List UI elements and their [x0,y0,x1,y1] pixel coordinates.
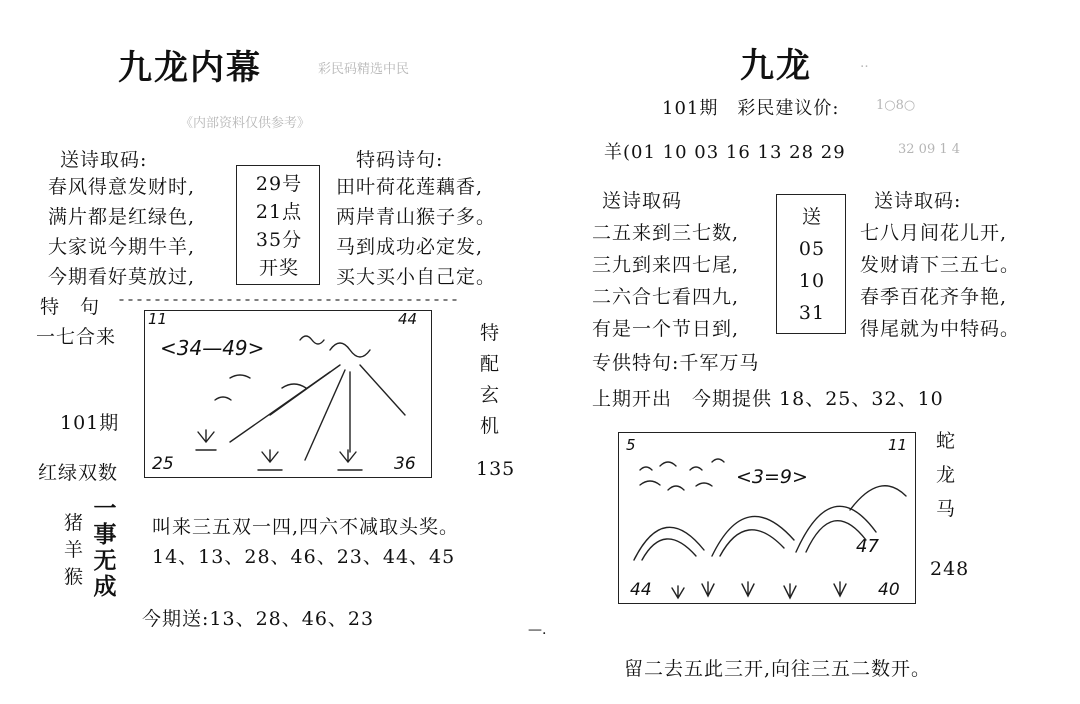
vert-char: 配 [479,353,500,375]
draw-label: 开奖 [258,257,299,279]
right-poem-heading-right: 送诗取码: [874,190,962,212]
yi-shi-wu-cheng [90,496,120,600]
pic-left-top-right: 44 [398,310,418,328]
right-last-and-today: 上期开出 今期提供 18、25、32、10 [592,388,944,410]
left-poem-line-2: 满片都是红绿色, [48,206,196,228]
special-line-4: 买大买小自己定。 [336,266,497,288]
pic-left-bottom-right: 36 [394,454,416,474]
pic-left-top-left: 11 [148,310,168,328]
vert-char: 特 [479,322,500,344]
vert-char: 马 [935,498,956,520]
right-poem-right-4: 得尾就为中特码。 [860,318,1021,340]
draw-day: 29号 [255,173,303,195]
vert-char: 玄 [479,384,500,406]
left-vertical-hint [472,318,508,442]
right-poem-heading-left: 送诗取码 [602,190,683,212]
left-title-faint: 彩民码精选中民 [318,62,410,77]
special-heading: 特码诗句: [356,149,444,171]
pic-right-top-left: 5 [626,436,636,454]
special-line-1: 田叶荷花莲藕香, [336,176,484,198]
pic-left-hint-range: <34—49> [160,336,265,360]
right-title: 九龙 [740,46,812,86]
right-poem-right-1: 七八月间花儿开, [860,222,1008,244]
right-yang-line: 羊(01 10 03 16 13 28 29 [604,142,846,163]
send-number: 10 [798,270,826,292]
left-poem-line-1: 春风得意发财时, [48,176,196,198]
shi-char: 事 [93,521,117,548]
right-poem-left-4: 有是一个节日到, [592,318,740,340]
animal-char: 猪 [63,512,84,534]
animal-char: 羊 [63,539,84,561]
send-number-box [776,194,846,334]
left-title: 九龙内幕 [118,48,262,88]
left-vertical-number: 135 [476,458,516,480]
draw-hour: 21点 [255,201,303,223]
send-number: 31 [798,302,826,324]
left-subtitle-faint: 《内部资料仅供参考》 [180,116,311,131]
right-hint-picture [618,432,916,604]
vert-char: 蛇 [935,430,956,452]
divider-dash: —. [528,622,547,638]
shi-char: 成 [93,573,117,600]
draw-time-box [236,165,320,285]
left-numbers: 14、13、28、46、23、44、45 [152,546,456,568]
left-poem-line-4: 今期看好莫放过, [48,266,196,288]
right-title-faint: ‥ [860,56,869,71]
pic-right-top-right: 11 [888,436,908,454]
shi-char: 一 [93,495,117,522]
left-period: 101期 [60,412,120,434]
left-slogan: 叫来三五双一四,四六不减取头奖。 [152,516,460,538]
special-sentence-label: 特 句 [40,296,101,318]
left-poem-heading: 送诗取码: [60,149,148,171]
red-green-label: 红绿双数 [38,462,119,484]
right-vertical-hint [928,424,964,526]
send-label: 送 [801,206,822,228]
right-special-sentence: 专供特句:千军万马 [592,352,760,374]
special-line-2: 两岸青山猴子多。 [336,206,497,228]
right-period-line: 101期 彩民建议价: [662,98,840,119]
qi-he-lai: 一七合来 [36,326,117,348]
pic-left-bottom-left: 25 [152,454,174,474]
left-poem-line-3: 大家说今期牛羊, [48,236,196,258]
pic-right-mid: 47 [856,536,879,557]
send-number: 05 [798,238,826,260]
pic-right-hint-range: <3=9> [736,466,808,488]
animal-char: 猴 [63,566,84,588]
right-poem-right-3: 春季百花齐争艳, [860,286,1008,308]
special-line-3: 马到成功必定发, [336,236,484,258]
right-bottom-slogan: 留二去五此三开,向往三五二数开。 [624,658,932,680]
right-price-faint: 1○8○ [876,98,916,113]
pic-right-bottom-right: 40 [878,580,900,600]
right-yang-faint: 32 09 1 4 [898,142,961,157]
draw-minute: 35分 [255,229,303,251]
vert-char: 龙 [935,464,956,486]
right-poem-left-3: 二六合七看四九, [592,286,740,308]
right-poem-left-1: 二五来到三七数, [592,222,740,244]
vert-char: 机 [479,415,500,437]
right-poem-left-2: 三九到来四七尾, [592,254,740,276]
right-poem-right-2: 发财请下三五七。 [860,254,1021,276]
left-today-send: 今期送:13、28、46、23 [142,608,375,630]
pic-right-bottom-left: 44 [630,580,652,600]
shi-char: 无 [93,547,117,574]
right-vertical-number: 248 [930,558,970,580]
animals-vertical [62,510,86,591]
